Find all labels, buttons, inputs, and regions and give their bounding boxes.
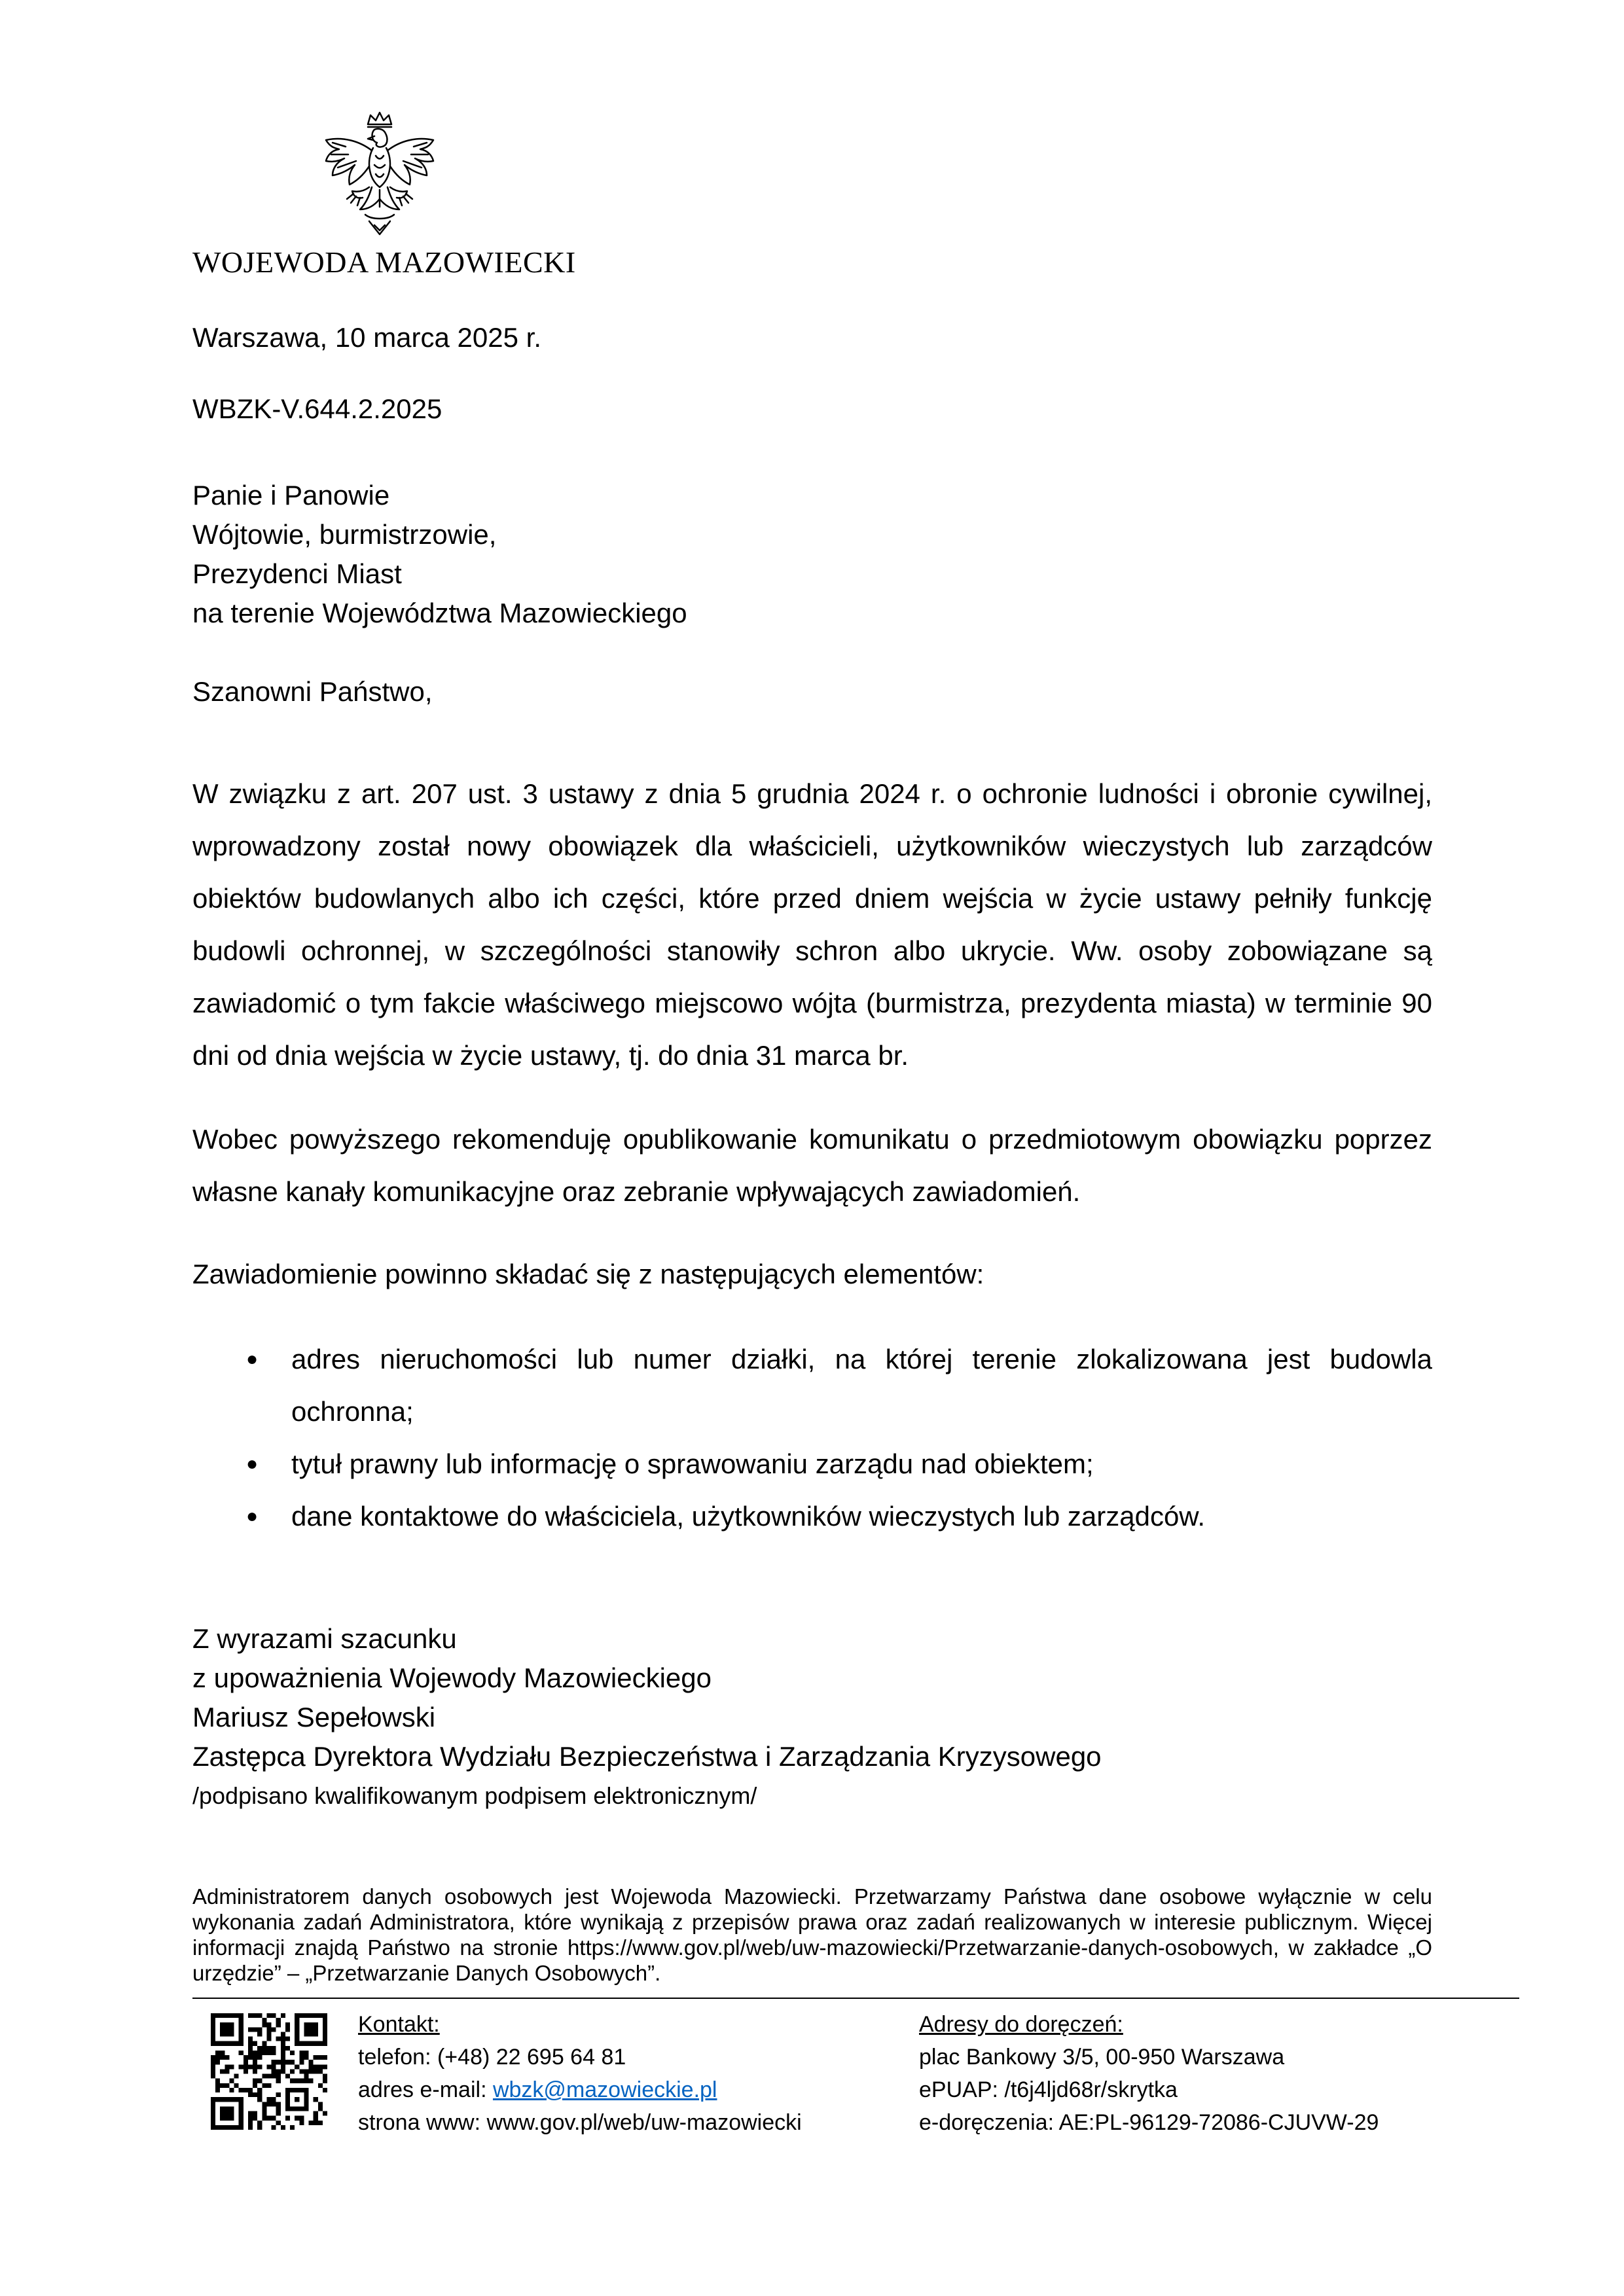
- salutation: Szanowni Państwo,: [192, 676, 433, 707]
- body-paragraph: Wobec powyższego rekomenduję opublikowanie komunikatu o przedmiotowym obowiązku poprzez własne kanały komunikacyjne oraz zebranie wpływających zawiadomień.: [192, 1124, 1432, 1207]
- signer-name: Mariusz Sepełowski: [192, 1702, 436, 1732]
- bullet-icon: ●: [246, 1348, 259, 1370]
- list-item-text: tytuł prawny lub informację o sprawowaniu zarządu nad obiektem;: [291, 1448, 1094, 1479]
- polish-eagle-emblem-icon: [319, 110, 440, 241]
- signer-title: Zastępca Dyrektora Wydziału Bezpieczeństwa i Zarządzania Kryzysowego: [192, 1741, 1102, 1772]
- contact-email-row: [358, 2073, 802, 2106]
- closing-regards: Z wyrazami szacunku: [192, 1623, 457, 1654]
- list-item: [192, 1490, 1432, 1543]
- letter-date: Warszawa, 10 marca 2025 r.: [192, 322, 541, 353]
- delivery-column: [919, 2008, 1379, 2139]
- delivery-heading: Adresy do doręczeń:: [919, 2012, 1123, 2037]
- reference-number: WBZK-V.644.2.2025: [192, 393, 442, 424]
- addressee-line: Prezydenci Miast: [192, 558, 402, 589]
- contact-website: strona www: www.gov.pl/web/uw-mazowiecki: [358, 2110, 802, 2135]
- qr-code-icon[interactable]: [211, 2013, 327, 2130]
- list-item-text: adres nieruchomości lub numer działki, na której terenie zlokalizowana jest budowla ochronna;: [291, 1344, 1432, 1427]
- contact-column: [358, 2008, 802, 2139]
- addressee-line: na terenie Województwa Mazowieckiego: [192, 598, 687, 628]
- delivery-e-delivery: e-doręczenia: AE:PL-96129-72086-CJUVW-29: [919, 2110, 1379, 2135]
- bullet-icon: ●: [246, 1505, 259, 1527]
- delivery-epuap: ePUAP: /t6j4ljd68r/skrytka: [919, 2077, 1178, 2102]
- bullet-icon: ●: [246, 1453, 259, 1475]
- contact-phone: telefon: (+48) 22 695 64 81: [358, 2045, 626, 2070]
- gdpr-notice: Administratorem danych osobowych jest Wojewoda Mazowiecki. Przetwarzamy Państwa dane osobowe wyłącznie w celu wykonania zadań Administratora, które wynikają z przepisów prawa oraz zadań realizowanych w interesie publicznym. Więcej informacji znajdą Państwo na stronie https://www.gov.pl/web/uw-mazowiecki/Przetwarzanie-danych-osobowych, w zakładce „O urzędzie” – „Przetwarzanie Danych Osobowych”.: [192, 1884, 1432, 1985]
- body-paragraph: Zawiadomienie powinno składać się z następujących elementów:: [192, 1259, 984, 1289]
- list-item: [192, 1438, 1432, 1490]
- addressee-block: [192, 476, 687, 633]
- delivery-address: plac Bankowy 3/5, 00-950 Warszawa: [919, 2045, 1285, 2070]
- closing-authorization: z upoważnienia Wojewody Mazowieckiego: [192, 1662, 712, 1693]
- footer-divider: [192, 1998, 1519, 1999]
- authority-heading: WOJEWODA MAZOWIECKI: [192, 245, 576, 279]
- body-paragraph: W związku z art. 207 ust. 3 ustawy z dnia 5 grudnia 2024 r. o ochronie ludności i obronie cywilnej, wprowadzony został nowy obowiązek dla właścicieli, użytkowników wieczystych lub zarządców obiektów budowlanych albo ich części, które przed dniem wejścia w życie ustawy pełniły funkcję budowli ochronnej, w szczególności stanowiły schron albo ukrycie. Ww. osoby zobowiązane są zawiadomić o tym fakcie właściwego miejscowo wójta (burmistrza, prezydenta miasta) w terminie 90 dni od dnia wejścia w życie ustawy, tj. do dnia 31 marca br.: [192, 778, 1432, 1071]
- signature-note: /podpisano kwalifikowanym podpisem elektronicznym/: [192, 1782, 757, 1809]
- closing-block: [192, 1619, 1102, 1816]
- addressee-line: Wójtowie, burmistrzowie,: [192, 519, 497, 550]
- list-item: [192, 1333, 1432, 1438]
- requirements-list: [192, 1333, 1432, 1543]
- list-item-text: dane kontaktowe do właściciela, użytkowników wieczystych lub zarządców.: [291, 1501, 1205, 1532]
- contact-heading: Kontakt:: [358, 2012, 440, 2037]
- email-link[interactable]: wbzk@mazowieckie.pl: [492, 2077, 717, 2102]
- email-label: adres e-mail:: [358, 2077, 493, 2102]
- addressee-line: Panie i Panowie: [192, 480, 390, 511]
